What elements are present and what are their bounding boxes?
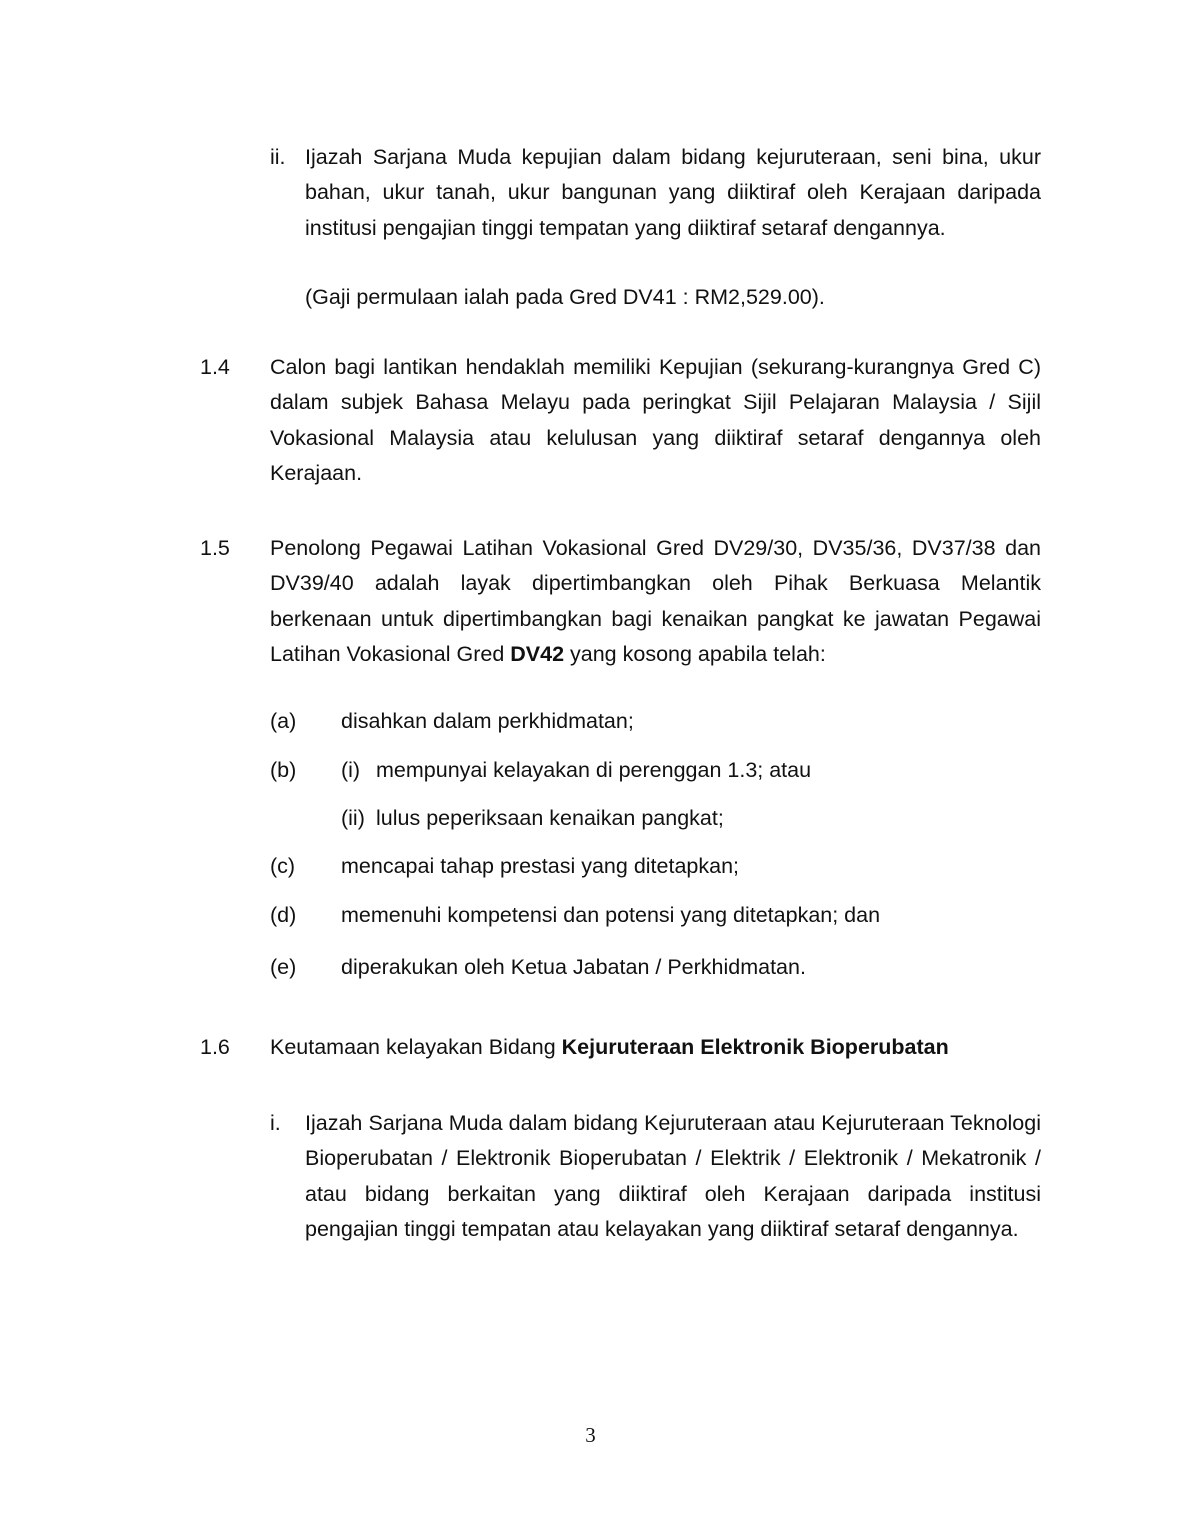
criterion-d-text: memenuhi kompetensi dan potensi yang ditetapkan; dan bbox=[341, 903, 881, 927]
item-i-text: Ijazah Sarjana Muda dalam bidang Kejuruteraan atau Kejuruteraan Teknologi Bioperubatan / Elektronik Bioperubatan / Elektrik / Elektronik / Mekatronik / atau bidang berkaitan yang diiktiraf oleh Kerajaan daripada institusi pengajian tinggi tempatan atau kelayakan yang diiktiraf setaraf dengannya. bbox=[305, 1111, 1041, 1241]
grade-dv42: DV42 bbox=[510, 641, 565, 666]
item-i-marker: i. bbox=[270, 1111, 281, 1135]
criterion-b-ii-text: lulus peperiksaan kenaikan pangkat; bbox=[376, 806, 724, 830]
salary-note: (Gaji permulaan ialah pada Gred DV41 : RM2,529.00). bbox=[305, 285, 825, 309]
section-1-5-text-before: Penolong Pegawai Latihan Vokasional Gred DV29/30, DV35/36, DV37/38 dan DV39/40 adalah layak dipertimbangkan oleh Pihak Berkuasa Melantik berkenaan untuk dipertimbangkan bagi kenaikan pangkat ke jawatan Pegawai Latihan Vokasional Gred bbox=[270, 536, 1041, 666]
item-ii-marker: ii. bbox=[270, 145, 286, 169]
section-1-5-text-after: yang kosong apabila telah: bbox=[564, 641, 826, 666]
section-1-6-text-before: Keutamaan kelayakan Bidang bbox=[270, 1035, 562, 1059]
section-1-6-heading bbox=[270, 1037, 949, 1059]
criterion-a-label: (a) bbox=[270, 709, 297, 733]
criterion-c-text: mencapai tahap prestasi yang ditetapkan; bbox=[341, 854, 740, 878]
criterion-b-i-label: (i) bbox=[341, 758, 361, 782]
criterion-c-label: (c) bbox=[270, 854, 296, 878]
section-1-5-text bbox=[270, 531, 1041, 672]
criterion-d-label: (d) bbox=[270, 903, 297, 927]
section-1-5-number: 1.5 bbox=[200, 536, 230, 560]
criterion-e-label: (e) bbox=[270, 955, 297, 979]
criterion-b-ii-label: (ii) bbox=[341, 806, 365, 830]
page-number: 3 bbox=[585, 1423, 596, 1447]
item-ii-text: Ijazah Sarjana Muda kepujian dalam bidang kejuruteraan, seni bina, ukur bahan, ukur tanah, ukur bangunan yang diiktiraf oleh Kerajaan daripada institusi pengajian tinggi tempatan yang diiktiraf setaraf dengannya. bbox=[305, 145, 1041, 240]
criterion-b-i-text: mempunyai kelayakan di perenggan 1.3; atau bbox=[376, 758, 812, 782]
field-name-bold: Kejuruteraan Elektronik Bioperubatan bbox=[561, 1035, 949, 1059]
section-1-4-number: 1.4 bbox=[200, 355, 230, 379]
criterion-e-text: diperakukan oleh Ketua Jabatan / Perkhidmatan. bbox=[341, 955, 806, 979]
section-1-6-number: 1.6 bbox=[200, 1035, 230, 1059]
section-1-4-text: Calon bagi lantikan hendaklah memiliki Kepujian (sekurang-kurangnya Gred C) dalam subjek Bahasa Melayu pada peringkat Sijil Pelajaran Malaysia / Sijil Vokasional Malaysia atau kelulusan yang diiktiraf setaraf dengannya oleh Kerajaan. bbox=[270, 355, 1041, 485]
criterion-b-label: (b) bbox=[270, 758, 297, 782]
criterion-a-text: disahkan dalam perkhidmatan; bbox=[341, 709, 634, 733]
